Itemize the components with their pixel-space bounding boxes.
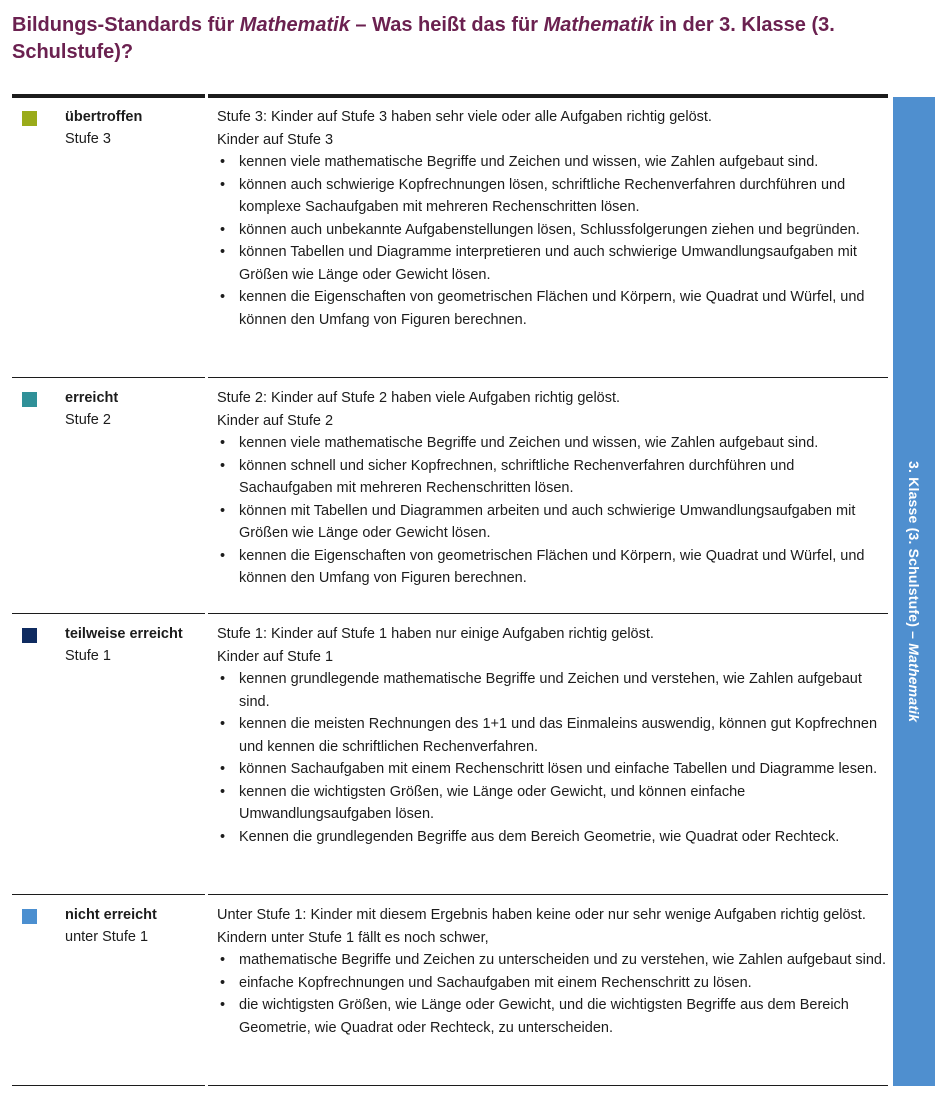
list-item: • die wichtigsten Größen, wie Länge oder Gewicht, und die wichtigsten Begriffe aus dem Bereich Geometrie, wie Quadrat oder Rechteck, zu unterscheiden. [217,994,887,1039]
table-row [12,896,888,1086]
level-color-swatch [22,392,37,407]
level-cell [65,623,183,667]
list-item: • kennen grundlegende mathematische Begriffe und Zeichen und verstehen, wie Zahlen aufgebaut sind. [217,668,887,713]
list-item: • können schnell und sicher Kopfrechnen, schriftliche Rechenverfahren durchführen und Sachaufgaben mit mehreren Rechenschritten lösen. [217,455,887,500]
bullet-list [217,151,887,331]
title-subject: Mathematik [239,14,350,36]
sidebar-tab [893,97,935,1086]
bullet-list [217,432,887,590]
row-divider [12,894,205,895]
level-summary: Stufe 1: Kinder auf Stufe 1 haben nur einige Aufgaben richtig gelöst. [217,626,654,642]
row-divider [208,1085,888,1086]
page-title [12,12,872,66]
table-row [12,379,888,614]
level-color-swatch [22,909,37,924]
title-text: – Was heißt das für [349,14,544,36]
level-name: übertroffen [65,109,143,125]
list-item: • können auch schwierige Kopfrechnungen lösen, schriftliche Rechenverfahren durchführen und komplexe Sachaufgaben mit mehreren Rechenschritten lösen. [217,174,887,219]
level-intro: Kinder auf Stufe 2 [217,412,334,429]
list-item: • einfache Kopfrechnungen und Sachaufgaben mit einem Rechenschritt zu lösen. [217,972,887,995]
row-divider [12,613,205,614]
level-step: Stufe 3 [65,131,111,147]
level-summary: Stufe 3: Kinder auf Stufe 3 haben sehr viele oder alle Aufgaben richtig gelöst. [217,109,712,125]
sidebar-label [893,97,935,1086]
level-intro: Kindern unter Stufe 1 fällt es noch schwer, [217,929,489,946]
list-item: • kennen die Eigenschaften von geometrischen Flächen und Körpern, wie Quadrat und Würfel, und können den Umfang von Figuren berechnen. [217,545,887,590]
level-intro: Kinder auf Stufe 1 [217,648,334,665]
title-text: Bildungs-Standards für [12,14,240,36]
level-name: erreicht [65,390,119,406]
description-cell [217,904,887,1039]
level-step: Stufe 1 [65,648,111,664]
title-text: in der 3. Klasse (3. Schulstufe)? [12,14,835,63]
row-divider [208,377,888,378]
level-name: nicht erreicht [65,907,157,923]
list-item: • Kennen die grundlegenden Begriffe aus dem Bereich Geometrie, wie Quadrat oder Rechteck. [217,826,887,849]
level-cell [65,387,118,431]
list-item: • mathematische Begriffe und Zeichen zu unterscheiden und zu verstehen, wie Zahlen aufgebaut sind. [217,949,887,972]
level-color-swatch [22,628,37,643]
level-step: Stufe 2 [65,412,111,428]
row-divider [12,1085,205,1086]
description-cell [217,387,887,590]
list-item: • können Sachaufgaben mit einem Rechenschritt lösen und einfache Tabellen und Diagramme lesen. [217,758,887,781]
row-divider [208,613,888,614]
bullet-list [217,949,887,1039]
table-row [12,98,888,378]
list-item: • kennen viele mathematische Begriffe und Zeichen und wissen, wie Zahlen aufgebaut sind. [217,151,887,174]
description-cell [217,106,887,331]
level-cell [65,904,157,948]
row-divider [12,377,205,378]
row-divider [208,894,888,895]
level-step: unter Stufe 1 [65,929,149,945]
level-color-swatch [22,111,37,126]
level-intro: Kinder auf Stufe 3 [217,131,334,148]
list-item: • können mit Tabellen und Diagrammen arbeiten und auch schwierige Umwandlungsaufgaben mit Größen wie Länge oder Gewicht lösen. [217,500,887,545]
description-cell [217,623,887,848]
level-summary: Stufe 2: Kinder auf Stufe 2 haben viele Aufgaben richtig gelöst. [217,390,621,406]
list-item: • können Tabellen und Diagramme interpretieren und auch schwierige Umwandlungsaufgaben mit Größen wie Länge oder Gewicht lösen. [217,241,887,286]
table-row [12,615,888,895]
list-item: • kennen die Eigenschaften von geometrischen Flächen und Körpern, wie Quadrat und Würfel, und können den Umfang von Figuren berechnen. [217,286,887,331]
sidebar-label-subject: Mathematik [906,643,922,723]
list-item: • können auch unbekannte Aufgabenstellungen lösen, Schlussfolgerungen ziehen und begründen. [217,219,887,242]
list-item: • kennen die meisten Rechnungen des 1+1 und das Einmaleins auswendig, können gut Kopfrechnen und kennen die schriftlichen Rechenverfahren. [217,713,887,758]
level-cell [65,106,142,150]
level-name: teilweise erreicht [65,626,183,642]
sidebar-label-text: 3. Klasse (3. Schulstufe) – [906,460,922,644]
title-subject: Mathematik [543,14,654,36]
level-summary: Unter Stufe 1: Kinder mit diesem Ergebnis haben keine oder nur sehr wenige Aufgaben richtig gelöst. [217,907,866,923]
bullet-list [217,668,887,848]
list-item: • kennen viele mathematische Begriffe und Zeichen und wissen, wie Zahlen aufgebaut sind. [217,432,887,455]
list-item: • kennen die wichtigsten Größen, wie Länge oder Gewicht, und können einfache Umwandlungsaufgaben lösen. [217,781,887,826]
